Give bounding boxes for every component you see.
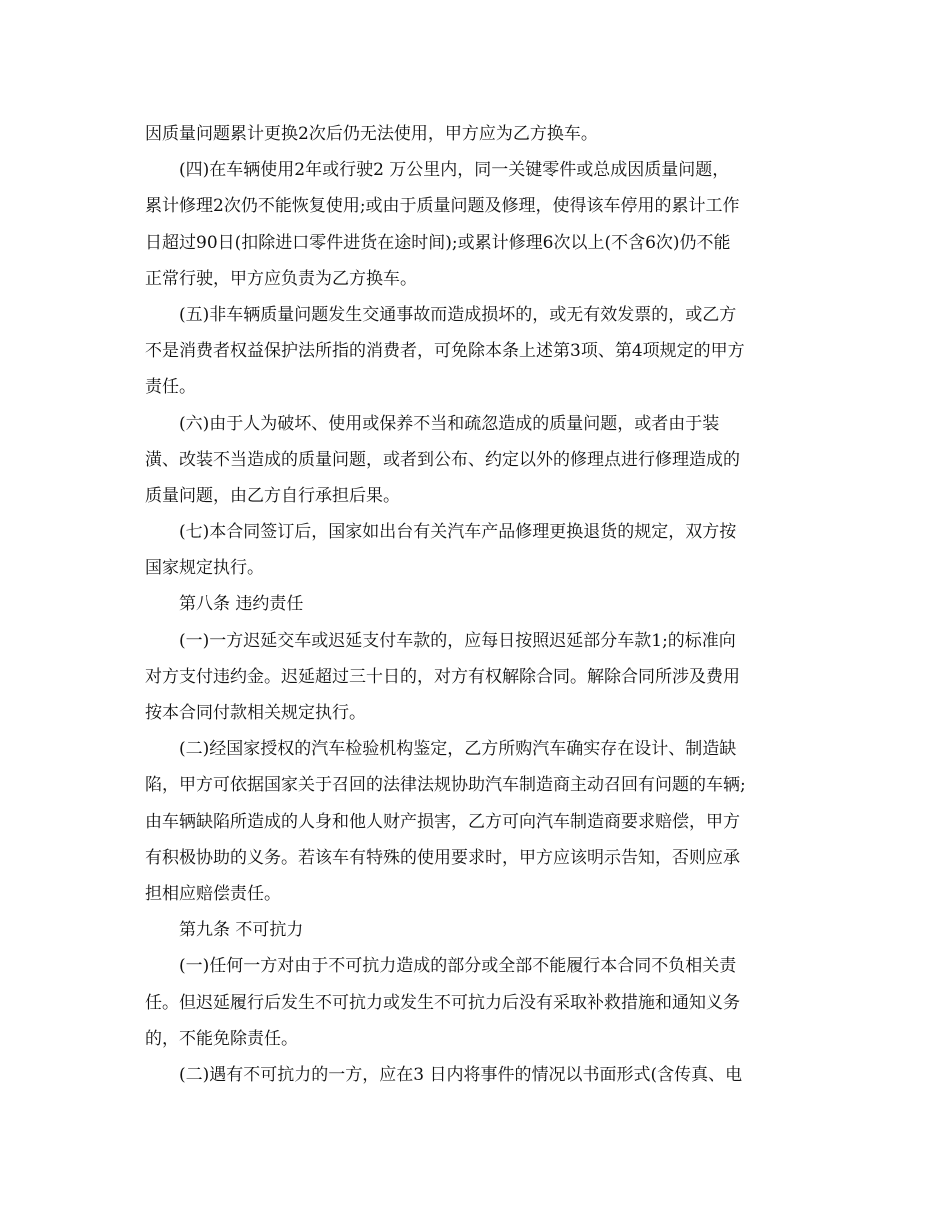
paragraph-line: 日超过90日(扣除进口零件进货在途时间);或累计修理6次以上(不含6次)仍不能 <box>145 232 731 253</box>
paragraph-line: (五)非车辆质量问题发生交通事故而造成损坏的，或无有效发票的，或乙方 <box>179 304 737 325</box>
paragraph-line: (一)任何一方对由于不可抗力造成的部分或全部不能履行本合同不负相关责 <box>179 956 737 977</box>
paragraph-line: 有积极协助的义务。若该车有特殊的使用要求时，甲方应该明示告知，否则应承 <box>145 847 740 868</box>
paragraph-line: 按本合同付款相关规定执行。 <box>145 703 366 723</box>
paragraph-line: 的，不能免除责任。 <box>145 1028 298 1049</box>
paragraph-line: 累计修理2次仍不能恢复使用;或由于质量问题及修理，使得该车停用的累计工作 <box>145 196 740 217</box>
paragraph-line: 质量问题，由乙方自行承担后果。 <box>145 485 400 506</box>
paragraph-line: (六)由于人为破坏、使用或保养不当和疏忽造成的质量问题，或者由于装 <box>179 413 720 434</box>
paragraph-line: 责任。 <box>145 377 196 398</box>
paragraph-line: 因质量问题累计更换2次后仍无法使用，甲方应为乙方换车。 <box>145 124 598 144</box>
paragraph-line: 正常行驶，甲方应负责为乙方换车。 <box>145 268 417 289</box>
paragraph-line: 陷，甲方可依据国家关于召回的法律法规协助汽车制造商主动召回有问题的车辆; <box>145 775 746 796</box>
paragraph-line: 担相应赔偿责任。 <box>145 883 281 904</box>
section-heading: 第九条 不可抗力 <box>179 920 304 941</box>
paragraph-line: 由车辆缺陷所造成的人身和他人财产损害，乙方可向汽车制造商要求赔偿，甲方 <box>145 811 740 832</box>
paragraph-line: (四)在车辆使用2年或行驶2 万公里内，同一关键零件或总成因质量问题， <box>179 160 730 181</box>
paragraph-line: (二)经国家授权的汽车检验机构鉴定，乙方所购汽车确实存在设计、制造缺 <box>179 739 737 760</box>
paragraph-line: 国家规定执行。 <box>145 558 264 579</box>
paragraph-line: (二)遇有不可抗力的一方，应在3 日内将事件的情况以书面形式(含传真、电 <box>179 1064 743 1085</box>
section-heading: 第八条 违约责任 <box>179 594 304 615</box>
paragraph-line: (一)一方迟延交车或迟延支付车款的，应每日按照迟延部分车款1;的标准向 <box>179 630 736 651</box>
paragraph-line: 不是消费者权益保护法所指的消费者，可免除本条上述第3项、第4项规定的甲方 <box>145 341 745 362</box>
paragraph-line: 任。但迟延履行后发生不可抗力或发生不可抗力后没有采取补救措施和通知义务 <box>145 992 740 1013</box>
paragraph-line: (七)本合同签订后，国家如出台有关汽车产品修理更换退货的规定，双方按 <box>179 522 737 543</box>
paragraph-line: 潢、改装不当造成的质量问题，或者到公布、约定以外的修理点进行修理造成的 <box>145 449 740 470</box>
paragraph-line: 对方支付违约金。迟延超过三十日的，对方有权解除合同。解除合同所涉及费用 <box>145 666 740 687</box>
document-body <box>145 116 825 1093</box>
